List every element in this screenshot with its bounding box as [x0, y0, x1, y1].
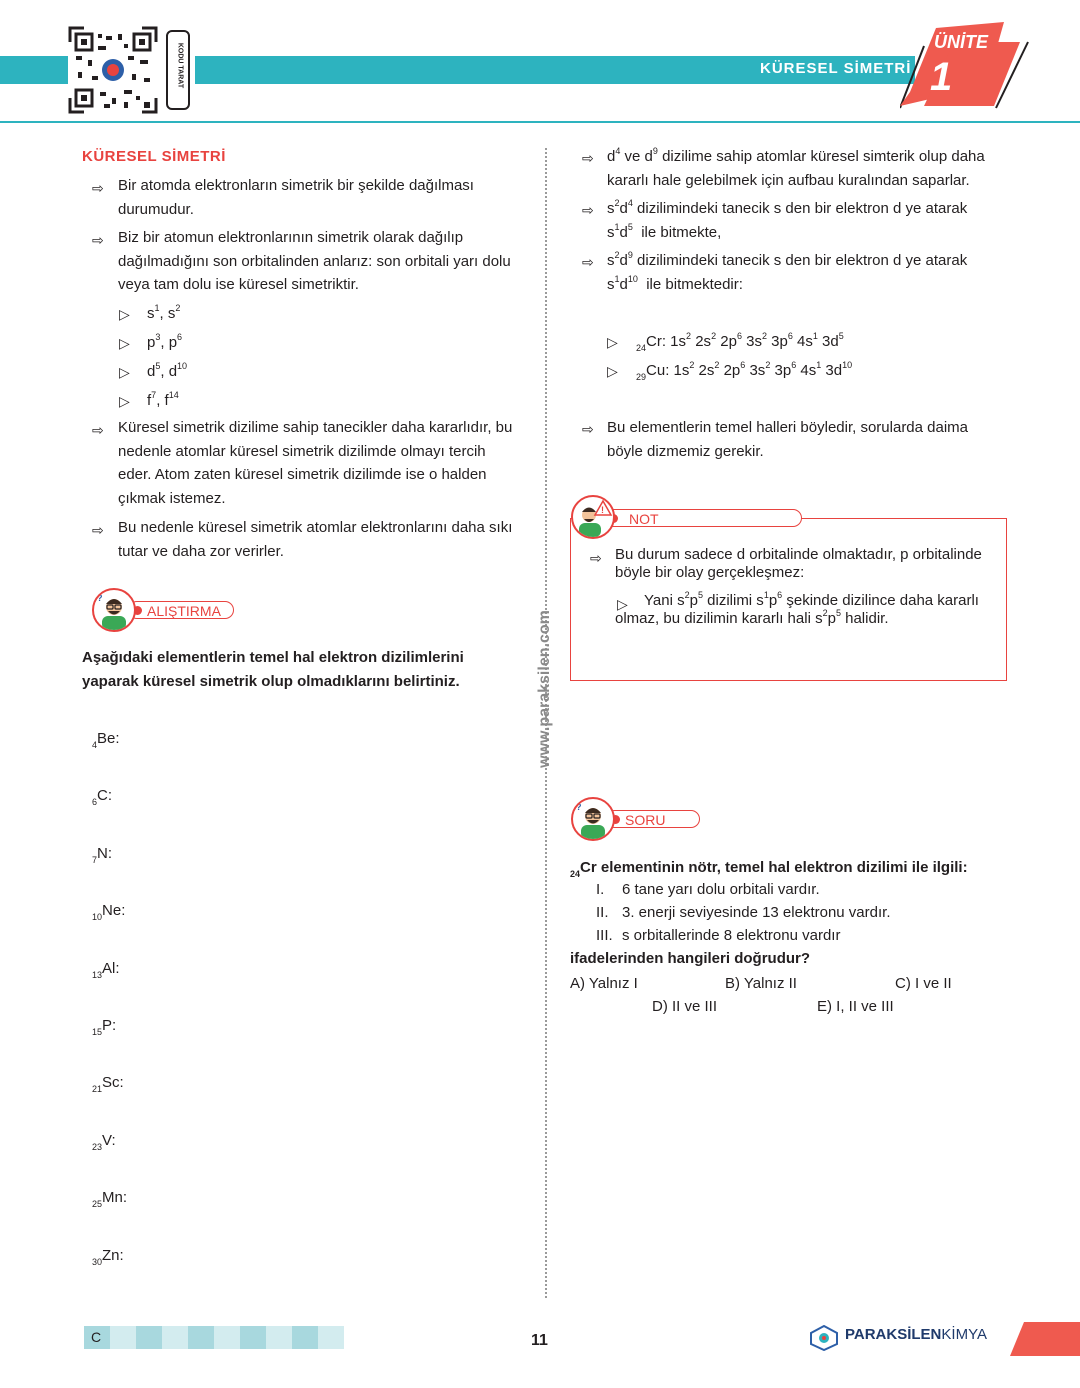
statement-3: III. s orbitallerinde 8 elektronu vardır [596, 927, 841, 944]
statement-1: I. 6 tane yarı dolu orbitali vardır. [596, 881, 820, 898]
option-a[interactable]: A) Yalnız I [570, 975, 638, 992]
svg-text:!: ! [601, 505, 604, 515]
arrow-icon: ⇨ [582, 254, 594, 270]
element-mn: $_{25}$Mn: [92, 1189, 128, 1209]
question-label: SORU [625, 812, 666, 828]
footer-cell [292, 1326, 318, 1349]
element-ne: $_{10}$Ne: [92, 902, 126, 922]
subshell-f: $f^7$, $f^{14}$ [147, 390, 179, 409]
header-title: KÜRESEL SİMETRİ [760, 60, 912, 77]
brand-name: PARAKSİLENKİMYA [845, 1326, 987, 1343]
unit-badge [900, 22, 1030, 114]
qr-code [68, 26, 158, 114]
svg-text:?: ? [576, 802, 582, 812]
footer-corner-shape [1010, 1322, 1080, 1356]
footer-cell [84, 1326, 110, 1349]
scan-code-label-box [166, 30, 190, 110]
teacher-warning-icon [573, 497, 613, 537]
note-badge [604, 509, 802, 527]
subshell-d: $d^5$, $d^{10}$ [147, 361, 188, 380]
option-b[interactable]: B) Yalnız II [725, 975, 797, 992]
arrow-icon: ⇨ [582, 202, 594, 218]
triangle-icon: ▷ [119, 364, 130, 380]
bullet-3: Küresel simetrik dizilime sahip tanecikler daha kararlıdır, bu nedenle atomlar küresel simetrik dizilimde olmayı tercih eder. Atom zaten küresel simetrik dizilimde ise o halden çıkmak istemez. [118, 419, 513, 507]
triangle-icon: ▷ [617, 596, 628, 612]
arrow-icon: ⇨ [582, 150, 594, 166]
footer-cell [162, 1326, 188, 1349]
teacher-question-icon [573, 799, 613, 839]
arrow-icon: ⇨ [92, 180, 104, 196]
element-be: $_4$Be: [92, 730, 120, 750]
subshell-s: $s^1$, $s^2$ [147, 303, 181, 322]
right-bullet-1: $d^4$ ve $d^9$ dizilime sahip atomlar küresel simterik olup daha kararlı hale gelebilmek için aufbau kuralından saparlar. [607, 146, 985, 189]
section-title: KÜRESEL SİMETRİ [82, 148, 226, 165]
option-e[interactable]: E) I, II ve III [817, 998, 894, 1015]
element-al: $_{13}$Al: [92, 960, 120, 980]
arrow-icon: ⇨ [92, 422, 104, 438]
note-label: NOT [629, 511, 659, 527]
element-sc: $_{21}$Sc: [92, 1074, 124, 1094]
element-c: $_6$C: [92, 787, 113, 807]
bullet-2: Biz bir atomun elektronlarının simetrik olarak dağılıp dağılmadığını son orbitalinden anlarız: son orbitali yarı dolu veya tam dolu ise küresel simetriktir. [118, 229, 511, 293]
exercise-question: Aşağıdaki elementlerin temel hal elektron dizilimlerini yaparak küresel simetrik olup olmadıklarını belirtiniz. [82, 649, 464, 690]
footer-cell [318, 1326, 344, 1349]
arrow-icon: ⇨ [590, 550, 602, 566]
teacher-avatar [92, 588, 136, 632]
page-number: 11 [531, 1332, 548, 1349]
header-band-left [0, 56, 70, 84]
note-sub-text: Yani $s^2p^5$ dizilimi $s^1p^6$ şekinde dizilince daha kararlı olmaz, bu dizilimin kararlı hali $s^2p^5$ halidir. [615, 590, 979, 627]
cr-configuration: $_{24}$Cr: $1s^2$ $2s^2$ $2p^6$ $3s^2$ $3p^6$ $4s^1$ $3d^5$ [636, 331, 844, 353]
subshell-p: $p^3$, $p^6$ [147, 332, 183, 351]
element-n: $_7$N: [92, 845, 113, 865]
exercise-badge [128, 601, 234, 619]
option-d[interactable]: D) II ve III [652, 998, 718, 1015]
bullet-1: Bir atomda elektronların simetrik bir şekilde dağılması durumudur. [118, 177, 474, 218]
option-c[interactable]: C) I ve II [895, 975, 952, 992]
watermark: www.paraksilen.com [536, 610, 553, 768]
footer-cell-label: C [91, 1329, 102, 1345]
scan-code-label: KODU TARAT [176, 42, 184, 89]
element-v: $_{23}$V: [92, 1132, 116, 1152]
question-badge [606, 810, 700, 828]
teacher-question-avatar [571, 797, 615, 841]
arrow-icon: ⇨ [92, 232, 104, 248]
footer-color-strip [84, 1326, 344, 1349]
brand-logo-icon [810, 1325, 838, 1351]
header-rule [0, 121, 1080, 123]
footer-cell [188, 1326, 214, 1349]
footer-cell [266, 1326, 292, 1349]
unit-number: 1 [930, 55, 953, 99]
svg-text:?: ? [97, 593, 103, 603]
footer-cell [214, 1326, 240, 1349]
triangle-icon: ▷ [607, 363, 618, 379]
triangle-icon: ▷ [607, 334, 618, 350]
cu-configuration: $_{29}$Cu: $1s^2$ $2s^2$ $2p^6$ $3s^2$ $3p^6$ $4s^1$ $3d^{10}$ [636, 360, 853, 382]
question-ask: ifadelerinden hangileri doğrudur? [570, 950, 811, 967]
triangle-icon: ▷ [119, 393, 130, 409]
triangle-icon: ▷ [119, 335, 130, 351]
right-bullet-4: Bu elementlerin temel halleri böyledir, sorularda daima böyle dizmemiz gerekir. [607, 419, 969, 460]
arrow-icon: ⇨ [92, 522, 104, 538]
arrow-icon: ⇨ [582, 421, 594, 437]
footer-cell [240, 1326, 266, 1349]
right-bullet-2: $s^2d^4$ dizilimindeki tanecik s den bir elektron d ye atarak $s^1d^5$ ile bitmekte, [607, 198, 968, 241]
note-text: Bu durum sadece d orbitalinde olmaktadır, p orbitalinde böyle bir olay gerçekleşmez: [615, 546, 982, 581]
footer-cell [110, 1326, 136, 1349]
exercise-label: ALIŞTIRMA [147, 603, 221, 619]
triangle-icon: ▷ [119, 306, 130, 322]
unit-label: ÜNİTE [934, 32, 988, 52]
teacher-warning-avatar [571, 495, 615, 539]
bullet-4: Bu nedenle küresel simetrik atomlar elektronlarını daha sıkı tutar ve daha zor verirler. [118, 519, 513, 560]
element-p: $_{15}$P: [92, 1017, 117, 1037]
footer-cell [136, 1326, 162, 1349]
teacher-icon [94, 590, 134, 630]
element-zn: $_{30}$Zn: [92, 1247, 124, 1267]
question-stem: $_{24}$Cr elementinin nötr, temel hal elektron dizilimi ile ilgili: [570, 859, 968, 879]
statement-2: II. 3. enerji seviyesinde 13 elektronu vardır. [596, 904, 891, 921]
right-bullet-3: $s^2d^9$ dizilimindeki tanecik s den bir elektron d ye atarak $s^1d^{10}$ ile bitmektedir: [607, 250, 968, 293]
